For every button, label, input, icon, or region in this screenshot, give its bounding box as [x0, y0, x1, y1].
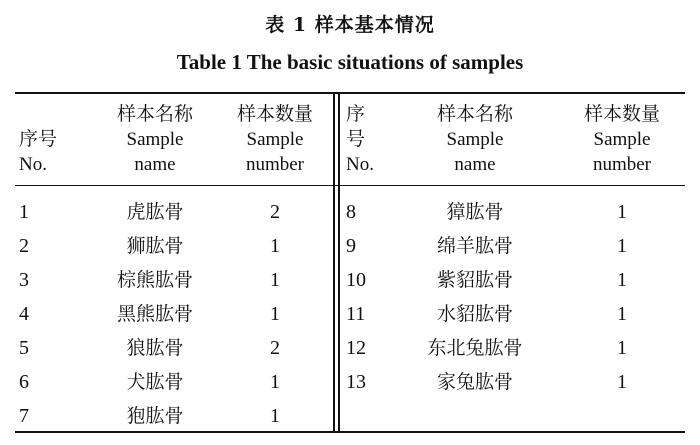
row-no: 1 [19, 201, 29, 223]
header-no-cn2: 号 [346, 129, 366, 150]
header-no-right [346, 102, 396, 177]
row-no: 11 [346, 303, 366, 325]
header-count [220, 102, 330, 177]
row-name: 东北兔肱骨 [427, 337, 523, 359]
row-no: 7 [19, 405, 29, 427]
header-name-cn: 样本名称 [436, 104, 513, 125]
header-count-cn: 样本数量 [236, 104, 313, 125]
header-count-cn: 样本数量 [583, 104, 660, 125]
table-row [340, 195, 685, 229]
double-divider-left [333, 92, 335, 433]
row-name: 狍肱骨 [126, 405, 184, 427]
table-row [340, 297, 685, 331]
row-no: 9 [346, 235, 356, 257]
header-name [95, 102, 215, 177]
table-row [15, 297, 333, 331]
table-row [15, 229, 333, 263]
header-no-cn1: 序 [346, 104, 366, 125]
header-name-en2: name [134, 154, 176, 175]
row-no: 13 [346, 371, 366, 393]
table-right-half [340, 92, 685, 433]
table-row [15, 263, 333, 297]
table-row [340, 229, 685, 263]
row-name: 黑熊肱骨 [116, 303, 193, 325]
table-row [15, 399, 333, 433]
table-row [340, 331, 685, 365]
row-count: 1 [270, 371, 280, 393]
row-count: 1 [617, 371, 627, 393]
row-no: 5 [19, 337, 29, 359]
row-count: 1 [270, 269, 280, 291]
row-count: 1 [270, 235, 280, 257]
row-name: 狼肱骨 [126, 337, 184, 359]
table-caption-en: Table 1 The basic situations of samples [176, 50, 524, 74]
row-count: 1 [617, 201, 627, 223]
row-name: 水貂肱骨 [436, 303, 513, 325]
right-rows [340, 195, 685, 399]
row-name: 棕熊肱骨 [116, 269, 193, 291]
header-count-right [562, 102, 682, 177]
header-name-cn: 样本名称 [116, 104, 193, 125]
table-left-half [15, 92, 333, 433]
header-no-en: No. [19, 154, 47, 175]
row-name: 虎肱骨 [126, 201, 184, 223]
header-no-cn: 序号 [19, 129, 58, 150]
row-name: 紫貂肱骨 [436, 269, 513, 291]
table-row [340, 263, 685, 297]
table-row [15, 365, 333, 399]
row-count: 2 [270, 201, 280, 223]
row-count: 1 [270, 405, 280, 427]
header-count-en2: number [245, 154, 305, 175]
left-rows [15, 195, 333, 433]
row-count: 1 [617, 269, 627, 291]
row-no: 6 [19, 371, 29, 393]
row-count: 1 [617, 235, 627, 257]
header-name-en1: Sample [446, 129, 504, 150]
header-name-right [400, 102, 550, 177]
table-row [15, 331, 333, 365]
row-no: 8 [346, 201, 356, 223]
row-count: 2 [270, 337, 280, 359]
header-count-en1: Sample [246, 129, 304, 150]
header-no-en: No. [346, 154, 374, 175]
row-count: 1 [617, 337, 627, 359]
header-count-en1: Sample [593, 129, 651, 150]
header-name-en2: name [454, 154, 496, 175]
row-name: 狮肱骨 [126, 235, 184, 257]
row-name: 绵羊肱骨 [436, 235, 513, 257]
header-count-en2: number [592, 154, 652, 175]
table-row [340, 365, 685, 399]
row-name: 家兔肱骨 [436, 371, 513, 393]
row-no: 3 [19, 269, 29, 291]
row-no: 2 [19, 235, 29, 257]
row-name: 犬肱骨 [126, 371, 184, 393]
header-name-en1: Sample [126, 129, 184, 150]
row-count: 1 [270, 303, 280, 325]
row-no: 12 [346, 337, 366, 359]
row-no: 4 [19, 303, 29, 325]
samples-table [15, 92, 685, 433]
row-count: 1 [617, 303, 627, 325]
header-no [19, 102, 89, 177]
row-name: 獐肱骨 [446, 201, 504, 223]
table-row [15, 195, 333, 229]
row-no: 10 [346, 269, 366, 291]
table-caption-cn: 表 1 样本基本情况 [265, 14, 435, 36]
